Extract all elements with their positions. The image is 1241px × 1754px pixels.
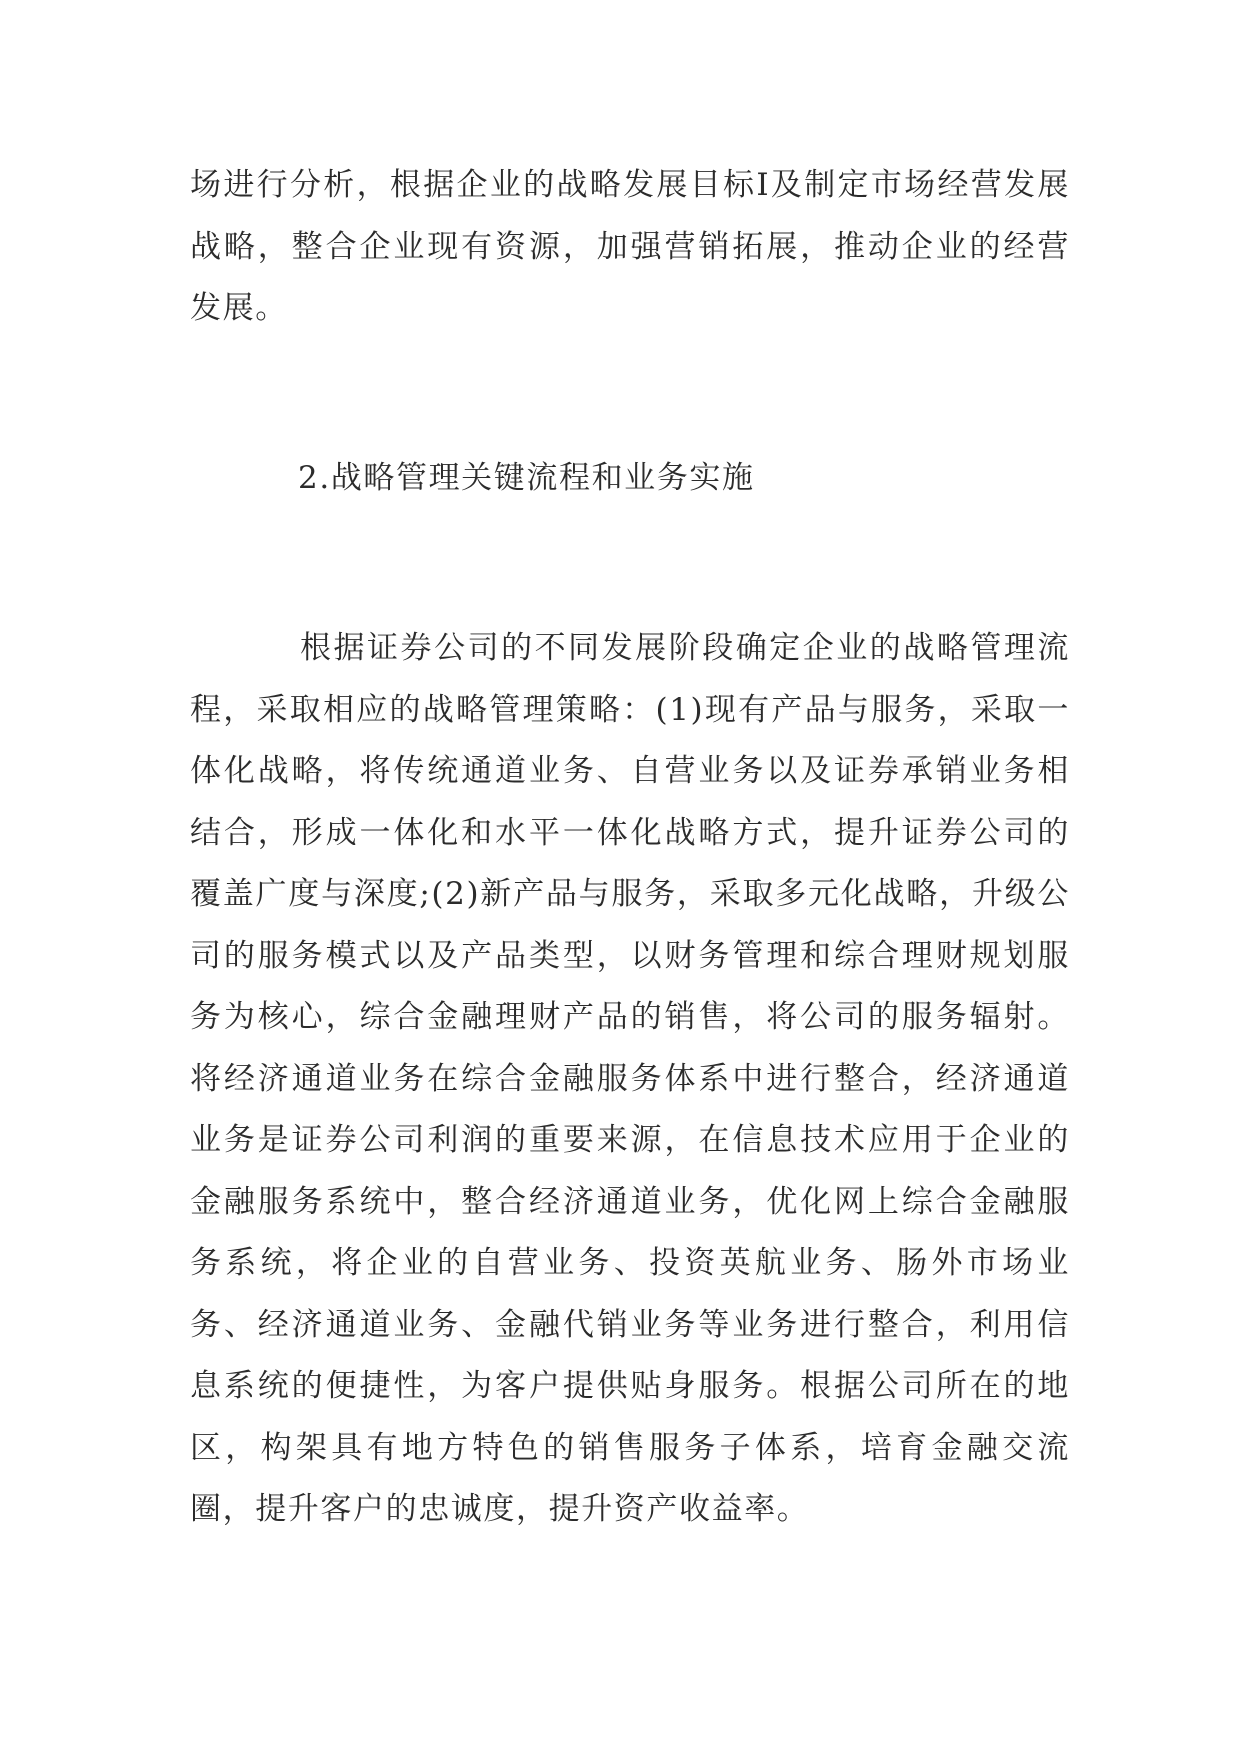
body-paragraph-continued: 场进行分析，根据企业的战略发展目标Ⅰ及制定市场经营发展战略，整合企业现有资源，加强营销拓展，推动企业的经营发展。	[190, 167, 1070, 326]
body-paragraph: 根据证券公司的不同发展阶段确定企业的战略管理流程，采取相应的战略管理策略：(1)现有产品与服务，采取一体化战略，将传统通道业务、自营业务以及证券承销业务相结合，形成一体化和水平一体化战略方式，提升证券公司的覆盖广度与深度;(2)新产品与服务，采取多元化战略，升级公司的服务模式以及产品类型，以财务管理和综合理财规划服务为核心，综合金融理财产品的销售，将公司的服务辐射。将经济通道业务在综合金融服务体系中进行整合，经济通道业务是证券公司利润的重要来源，在信息技术应用于企业的金融服务系统中，整合经济通道业务，优化网上综合金融服务系统，将企业的自营业务、投资英航业务、肠外市场业务、经济通道业务、金融代销业务等业务进行整合，利用信息系统的便捷性，为客户提供贴身服务。根据公司所在的地区，构架具有地方特色的销售服务子体系，培育金融交流圈，提升客户的忠诚度，提升资产收益率。	[190, 630, 1070, 1527]
section-heading: 2.战略管理关键流程和业务实施	[298, 460, 755, 496]
